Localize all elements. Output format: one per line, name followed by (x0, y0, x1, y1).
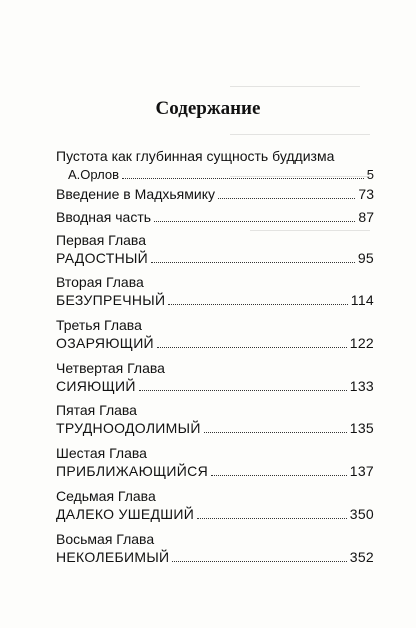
entry-page-number: 114 (350, 292, 374, 308)
toc-entry (56, 231, 374, 249)
show-through-rule (230, 86, 360, 87)
toc-entry (56, 359, 374, 377)
toc-entry (56, 530, 374, 548)
toc-entry (56, 208, 374, 226)
dot-leader (151, 262, 355, 263)
entry-label: Восьмая Глава (56, 531, 155, 547)
dot-leader (122, 178, 364, 179)
dot-leader (157, 347, 347, 348)
entry-label: НЕКОЛЕБИМЫЙ (56, 549, 170, 565)
entry-page-number: 5 (366, 167, 374, 182)
dot-leader (172, 561, 346, 562)
toc-entry (56, 401, 374, 419)
entry-label: РАДОСТНЫЙ (56, 250, 149, 266)
entry-label: Четвертая Глава (56, 360, 165, 376)
entry-page-number: 87 (358, 209, 374, 225)
toc-entry (56, 487, 374, 505)
dot-leader (139, 390, 347, 391)
entry-page-number: 135 (349, 420, 374, 436)
entry-label: Вводная часть (56, 209, 152, 225)
show-through-rule (230, 134, 370, 135)
entry-label: Третья Глава (56, 317, 142, 333)
dot-leader (218, 198, 355, 199)
dot-leader (154, 221, 355, 222)
dot-leader (211, 475, 347, 476)
entry-label: ДАЛЕКО УШЕДШИЙ (56, 506, 195, 522)
toc-entry (56, 249, 374, 267)
entry-label: Шестая Глава (56, 445, 147, 461)
page-title: Содержание (155, 98, 261, 119)
entry-label: Вторая Глава (56, 274, 144, 290)
dot-leader (168, 304, 347, 305)
entry-label: Первая Глава (56, 232, 146, 248)
entry-label: А.Орлов (68, 167, 120, 182)
entry-page-number: 137 (349, 463, 374, 479)
entry-label: БЕЗУПРЕЧНЫЙ (56, 292, 166, 308)
dot-leader (197, 518, 347, 519)
entry-page-number: 122 (349, 335, 374, 351)
toc-entry (56, 419, 374, 437)
toc-entry (56, 505, 374, 523)
entry-label: ОЗАРЯЮЩИЙ (56, 335, 154, 351)
toc-entry (56, 548, 374, 566)
entry-label: Пустота как глубинная сущность буддизма (56, 148, 335, 164)
toc-entry (56, 444, 374, 462)
toc-entry (56, 273, 374, 291)
entry-label: ПРИБЛИЖАЮЩИЙСЯ (56, 463, 208, 479)
toc-entry (56, 147, 374, 165)
toc-entry (68, 166, 374, 184)
toc-entry (56, 291, 374, 309)
toc-entry (56, 377, 374, 395)
entry-page-number: 95 (357, 250, 374, 266)
toc-entry (56, 316, 374, 334)
entry-page-number: 352 (349, 549, 374, 565)
entry-page-number: 350 (349, 506, 374, 522)
entry-page-number: 133 (349, 378, 374, 394)
entry-label: СИЯЮЩИЙ (56, 378, 136, 394)
toc-entry (56, 334, 374, 352)
toc-entry (56, 185, 374, 203)
entry-label: ТРУДНООДОЛИМЫЙ (56, 420, 201, 436)
dot-leader (204, 432, 347, 433)
entry-label: Введение в Мадхьямику (56, 186, 215, 202)
toc-entry (56, 462, 374, 480)
entry-label: Пятая Глава (56, 402, 137, 418)
entry-page-number: 73 (358, 186, 374, 202)
entry-label: Седьмая Глава (56, 488, 156, 504)
